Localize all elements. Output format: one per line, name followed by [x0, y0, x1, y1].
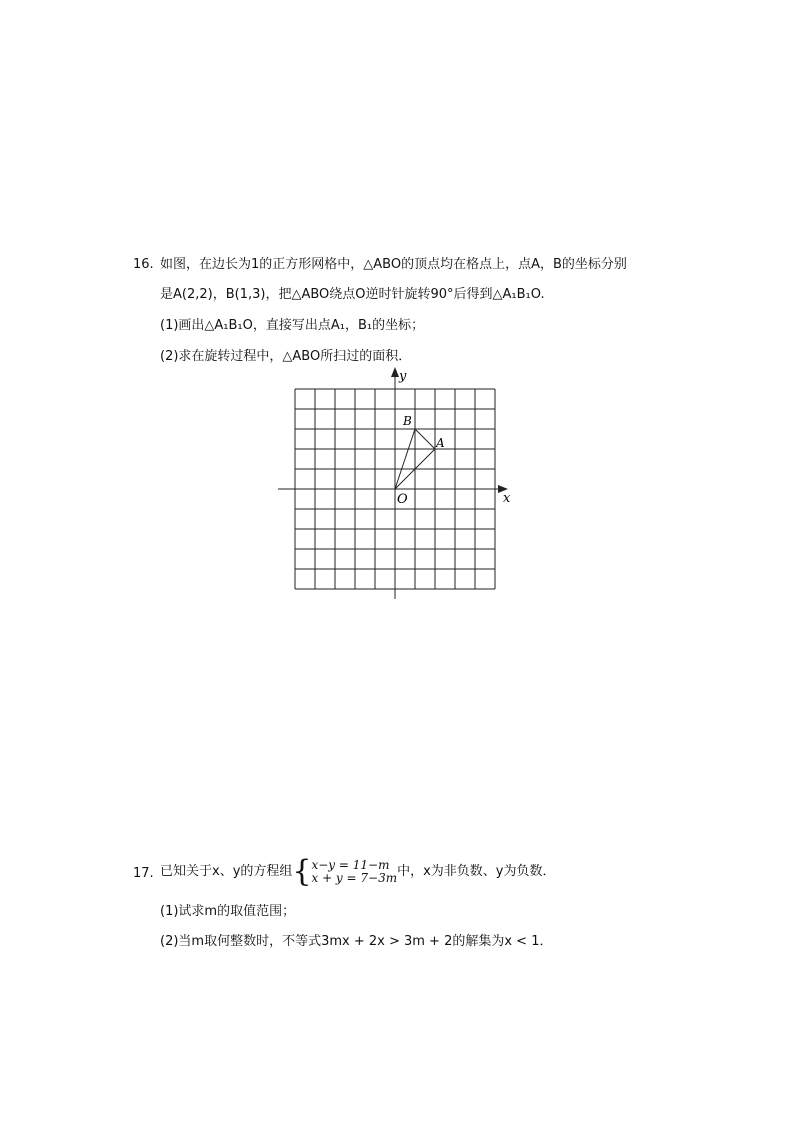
q16-line1: 如图，在边长为1的正方形网格中，△ABO的顶点均在格点上，点A，B的坐标分别 — [160, 257, 627, 272]
segment-BO — [395, 429, 415, 489]
q17-intro — [160, 853, 556, 889]
q17-number: 17. — [133, 866, 154, 881]
point-A-label: A — [436, 436, 445, 450]
point-B-label: B — [403, 414, 412, 428]
equation-system — [292, 853, 398, 889]
q17-part2: (2)当m取何整数时，不等式3mx + 2x > 3m + 2的解集为x < 1． — [160, 934, 553, 949]
brace-icon: { — [292, 853, 312, 889]
equation-2: x + y = 7−3m — [311, 870, 398, 885]
q16-part2: (2)求在旋转过程中，△ABO所扫过的面积． — [160, 349, 412, 364]
q17-part1: (1)试求m的取值范围； — [160, 904, 296, 919]
y-axis-label: y — [399, 369, 407, 384]
segment-AB — [415, 429, 435, 449]
q16-part1: (1)画出△A₁B₁O，直接写出点A₁，B₁的坐标； — [160, 318, 425, 333]
q16-line2: 是A(2,2)，B(1,3)，把△ABO绕点O逆时针旋转90°后得到△A₁B₁O. — [160, 287, 545, 302]
x-axis-label: x — [503, 491, 511, 506]
coordinate-grid-figure — [270, 364, 520, 604]
q17-intro-before: 已知关于x、y的方程组 — [160, 864, 293, 879]
y-axis-arrow-icon — [391, 367, 399, 377]
q17-intro-after: 中，x为非负数、y为负数． — [397, 864, 556, 879]
q16-number: 16. — [133, 257, 154, 272]
equation-1: x−y = 11−m — [311, 857, 390, 872]
origin-label: O — [397, 492, 408, 507]
